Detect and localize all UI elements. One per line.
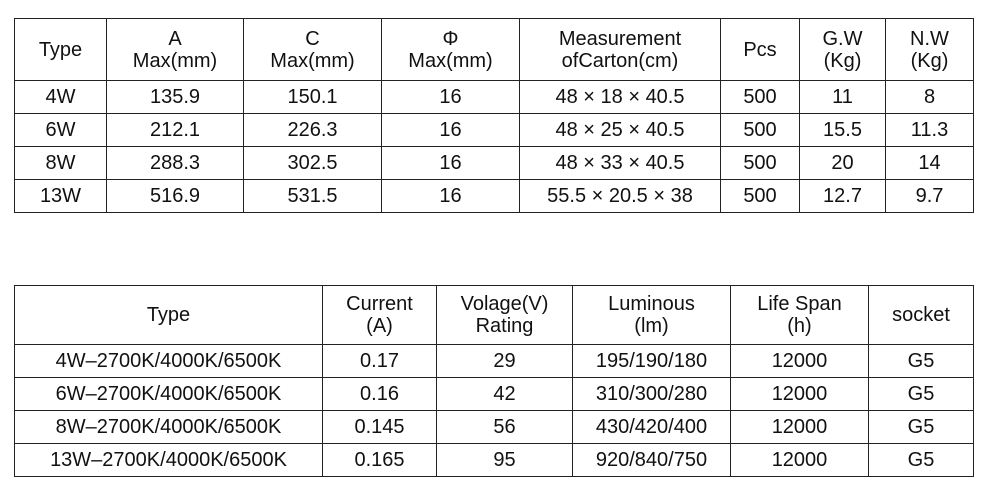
header-line: (A) (366, 315, 393, 337)
header-line: Φ (442, 27, 459, 50)
header-pcs (721, 19, 800, 81)
electrical-table (14, 285, 974, 477)
table-cell: 16 (382, 81, 520, 114)
header-line: Pcs (743, 38, 777, 61)
table-row (15, 147, 974, 180)
header-current (323, 286, 437, 345)
table-cell: 56 (437, 411, 573, 444)
header-line: Measurement (558, 27, 682, 50)
header-diameter-max (382, 19, 520, 81)
table-row (15, 81, 974, 114)
table-cell: 9.7 (886, 180, 974, 213)
table-cell: 6W–2700K/4000K/6500K (15, 378, 323, 411)
header-line: (Kg) (823, 49, 862, 72)
table-cell: 55.5 × 20.5 × 38 (520, 180, 721, 213)
table-cell: 302.5 (244, 147, 382, 180)
table-cell: G5 (869, 444, 974, 477)
table-cell: 150.1 (244, 81, 382, 114)
table-cell: 48 × 25 × 40.5 (520, 114, 721, 147)
header-line: C (305, 27, 320, 50)
table-cell: 0.165 (323, 444, 437, 477)
table-row (15, 180, 974, 213)
header-line: ofCarton(cm) (561, 49, 679, 72)
header-line: N.W (910, 27, 949, 50)
table-cell: 531.5 (244, 180, 382, 213)
header-net-weight (886, 19, 974, 81)
table-cell: 135.9 (107, 81, 244, 114)
table-cell: 0.145 (323, 411, 437, 444)
table-row (15, 411, 974, 444)
table-cell: 16 (382, 114, 520, 147)
table-cell: 20 (800, 147, 886, 180)
header-socket (869, 286, 974, 345)
table-row (15, 345, 974, 378)
table-cell: 29 (437, 345, 573, 378)
header-line: Volage(V) (460, 293, 549, 315)
table-cell: 95 (437, 444, 573, 477)
table-header-row (15, 19, 974, 81)
table-cell: 500 (721, 180, 800, 213)
table-cell: 12.7 (800, 180, 886, 213)
table-cell: 11.3 (886, 114, 974, 147)
header-a-max (107, 19, 244, 81)
table-row (15, 444, 974, 477)
table-cell: 8W–2700K/4000K/6500K (15, 411, 323, 444)
table-cell: 4W (15, 81, 107, 114)
table-cell: 42 (437, 378, 573, 411)
header-line: (Kg) (910, 49, 949, 72)
header-line: Luminous (608, 293, 695, 315)
header-line: G.W (822, 27, 863, 50)
table-cell: 48 × 18 × 40.5 (520, 81, 721, 114)
table-cell: G5 (869, 378, 974, 411)
header-line: Life Span (757, 293, 842, 315)
header-c-max (244, 19, 382, 81)
header-line: (lm) (634, 315, 669, 337)
table-cell: 12000 (731, 411, 869, 444)
table-cell: 8W (15, 147, 107, 180)
table-cell: 8 (886, 81, 974, 114)
dimensions-table (14, 18, 974, 213)
table-cell: 920/840/750 (573, 444, 731, 477)
header-line: Max(mm) (132, 49, 218, 72)
table-cell: G5 (869, 411, 974, 444)
table-cell: 0.17 (323, 345, 437, 378)
table-cell: 212.1 (107, 114, 244, 147)
header-line: (h) (787, 315, 812, 337)
header-gross-weight (800, 19, 886, 81)
table-cell: 226.3 (244, 114, 382, 147)
table-cell: 500 (721, 114, 800, 147)
table-header-row (15, 286, 974, 345)
header-line: Max(mm) (270, 49, 355, 72)
header-line: Type (146, 304, 191, 326)
header-type (15, 19, 107, 81)
header-line: A (168, 27, 182, 50)
table-cell: 12000 (731, 444, 869, 477)
table-cell: 13W–2700K/4000K/6500K (15, 444, 323, 477)
header-carton-measurement (520, 19, 721, 81)
table-cell: 6W (15, 114, 107, 147)
table-cell: 15.5 (800, 114, 886, 147)
header-life-span (731, 286, 869, 345)
table-cell: 500 (721, 147, 800, 180)
table-cell: 516.9 (107, 180, 244, 213)
header-line: Type (38, 38, 83, 61)
header-type (15, 286, 323, 345)
table-cell: 500 (721, 81, 800, 114)
header-line: Max(mm) (408, 49, 493, 72)
header-voltage-rating (437, 286, 573, 345)
table-row (15, 378, 974, 411)
header-line: Rating (475, 315, 534, 337)
table-cell: 12000 (731, 378, 869, 411)
table-cell: G5 (869, 345, 974, 378)
header-line: Current (346, 293, 413, 315)
table-cell: 48 × 33 × 40.5 (520, 147, 721, 180)
table-cell: 13W (15, 180, 107, 213)
header-luminous (573, 286, 731, 345)
header-line: socket (892, 304, 950, 326)
table-cell: 430/420/400 (573, 411, 731, 444)
table-cell: 0.16 (323, 378, 437, 411)
table-cell: 14 (886, 147, 974, 180)
table-cell: 4W–2700K/4000K/6500K (15, 345, 323, 378)
table-cell: 310/300/280 (573, 378, 731, 411)
table-cell: 11 (800, 81, 886, 114)
table-cell: 16 (382, 147, 520, 180)
table-cell: 12000 (731, 345, 869, 378)
table-row (15, 114, 974, 147)
table-cell: 288.3 (107, 147, 244, 180)
table-cell: 195/190/180 (573, 345, 731, 378)
table-cell: 16 (382, 180, 520, 213)
